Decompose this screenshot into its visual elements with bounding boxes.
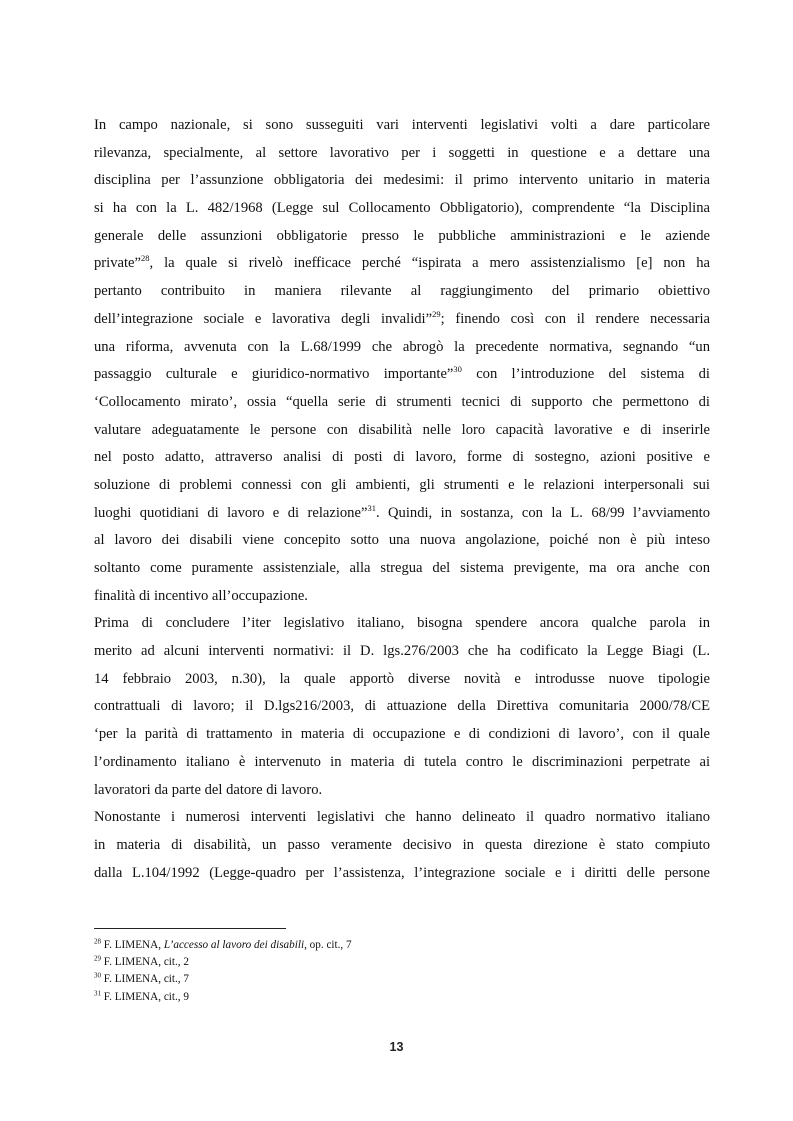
text-segment: al lavoro dei disabili viene concepito sotto una nuova angolazione, poiché non è più inteso xyxy=(94,532,710,549)
text-line xyxy=(94,860,710,888)
text-line xyxy=(94,555,710,583)
text-line xyxy=(94,721,710,749)
text-segment: 14 febbraio 2003, n.30), la quale apportò diverse novità e introdusse nuove tipologie xyxy=(94,670,710,687)
text-segment: ‘per la parità di trattamento in materia di occupazione e di condizioni di lavoro’, con il quale xyxy=(94,726,710,743)
footnote xyxy=(94,989,710,1006)
text-segment: dalla L.104/1992 (Legge-quadro per l’assistenza, l’integrazione sociale e i diritti delle persone xyxy=(94,864,710,881)
text-line xyxy=(94,832,710,860)
text-segment: passaggio culturale e giuridico-normativo importante” xyxy=(94,366,454,383)
text-segment: . Quindi, in sostanza, con la L. 68/99 l’avviamento xyxy=(375,504,710,521)
text-segment: l’ordinamento italiano è intervenuto in materia di tutela contro le discriminazioni perpetrate ai xyxy=(94,753,710,770)
text-segment: disciplina per l’assunzione obbligatoria dei medesimi: il primo intervento unitario in materia xyxy=(94,172,710,189)
footnote-citation: cit., 7 xyxy=(163,973,189,986)
text-segment: ‘Collocamento mirato’, ossia “quella serie di strumenti tecnici di supporto che permettono di xyxy=(94,393,710,410)
text-segment: contrattuali di lavoro; il D.lgs216/2003, di attuazione della Direttiva comunitaria 2000/78/CE xyxy=(94,698,710,715)
text-segment: Prima di concludere l’iter legislativo italiano, bisogna spendere ancora qualche parola in xyxy=(94,615,710,632)
footnote-citation: cit., 9 xyxy=(163,990,189,1003)
footnote-separator xyxy=(94,928,286,929)
text-line xyxy=(94,749,710,777)
text-line xyxy=(94,804,710,832)
text-line xyxy=(94,777,710,805)
text-line xyxy=(94,444,710,472)
text-segment: pertanto contribuito in maniera rilevante al raggiungimento del primario obiettivo xyxy=(94,283,710,300)
text-segment: luoghi quotidiani di lavoro e di relazione” xyxy=(94,504,368,521)
footnote xyxy=(94,937,710,954)
text-segment: si ha con la L. 482/1968 (Legge sul Collocamento Obbligatorio), comprendente “la Disciplina xyxy=(94,200,710,217)
footnote-title: L’accesso al lavoro dei disabili xyxy=(163,939,305,951)
text-line xyxy=(94,500,710,528)
text-line xyxy=(94,527,710,555)
footnote-citation: cit., 2 xyxy=(163,956,189,969)
footnotes xyxy=(94,937,710,1006)
text-segment: , la quale si rivelò inefficace perché “ispirata a mero assistenzialismo [e] non ha xyxy=(149,255,710,272)
text-line xyxy=(94,610,710,638)
text-segment: una riforma, avvenuta con la L.68/1999 che abrogò la precedente normativa, segnando “un xyxy=(94,338,710,355)
footnote-reference: 28 xyxy=(141,253,150,264)
text-segment: rilevanza, specialmente, al settore lavorativo per i soggetti in questione e a dettare una xyxy=(94,144,710,161)
text-segment: Nonostante i numerosi interventi legislativi che hanno delineato il quadro normativo italiano xyxy=(94,809,710,826)
text-line xyxy=(94,223,710,251)
page-number: 13 xyxy=(389,1040,404,1054)
footnote-reference: 29 xyxy=(432,308,441,319)
footnote xyxy=(94,954,710,971)
text-line xyxy=(94,250,710,278)
text-line xyxy=(94,278,710,306)
footnote-author: F. LIMENA, xyxy=(103,956,164,969)
text-segment: soluzione di problemi connessi con gli ambienti, gli strumenti e le relazioni interpersonali sui xyxy=(94,476,710,493)
text-segment: con l’introduzione del sistema di xyxy=(461,366,710,383)
footnote-number: 30 xyxy=(94,971,101,980)
text-line xyxy=(94,583,710,611)
text-line xyxy=(94,417,710,445)
footnote-author: F. LIMENA, xyxy=(103,939,164,951)
text-line xyxy=(94,195,710,223)
text-segment: dell’integrazione sociale e lavorativa degli invalidi” xyxy=(94,310,433,327)
text-line xyxy=(94,472,710,500)
text-segment: generale delle assunzioni obbligatorie presso le pubbliche amministrazioni e le aziende xyxy=(94,227,710,244)
text-line xyxy=(94,140,710,168)
text-segment: merito ad alcuni interventi normativi: il D. lgs.276/2003 che ha codificato la Legge Biagi (L. xyxy=(94,643,710,660)
text-segment: In campo nazionale, si sono susseguiti vari interventi legislativi volti a dare particolare xyxy=(94,117,710,133)
footnote-number: 28 xyxy=(94,937,101,946)
body-text xyxy=(94,112,710,887)
text-segment: finalità di incentivo all’occupazione. xyxy=(94,587,308,604)
text-segment: valutare adeguatamente le persone con disabilità nelle loro capacità lavorative e di inserirle xyxy=(94,421,710,438)
footnote-author: F. LIMENA, xyxy=(103,973,164,986)
text-line xyxy=(94,638,710,666)
text-line xyxy=(94,334,710,362)
footnote-number: 31 xyxy=(94,988,101,997)
text-line xyxy=(94,389,710,417)
text-line xyxy=(94,361,710,389)
text-line xyxy=(94,693,710,721)
footnote-author: F. LIMENA, xyxy=(103,990,164,1003)
text-segment: lavoratori da parte del datore di lavoro. xyxy=(94,781,323,798)
text-segment: in materia di disabilità, un passo veramente decisivo in questa direzione è stato compiuto xyxy=(94,836,710,853)
text-line xyxy=(94,112,710,140)
footnote-number: 29 xyxy=(94,954,101,963)
footnote xyxy=(94,971,710,988)
text-segment: private” xyxy=(94,255,141,272)
footnote-reference: 31 xyxy=(367,502,376,513)
text-line xyxy=(94,167,710,195)
footnote-reference: 30 xyxy=(453,364,462,375)
text-segment: nel posto adatto, attraverso analisi di posti di lavoro, forme di sostegno, azioni positive e xyxy=(94,449,710,466)
text-segment: soltanto come puramente assistenziale, alla stregua del sistema previgente, ma ora anche con xyxy=(94,560,710,576)
text-segment: ; finendo così con il rendere necessaria xyxy=(440,310,710,327)
footnote-citation: , op. cit., 7 xyxy=(304,939,352,951)
text-line xyxy=(94,666,710,694)
text-line xyxy=(94,306,710,334)
